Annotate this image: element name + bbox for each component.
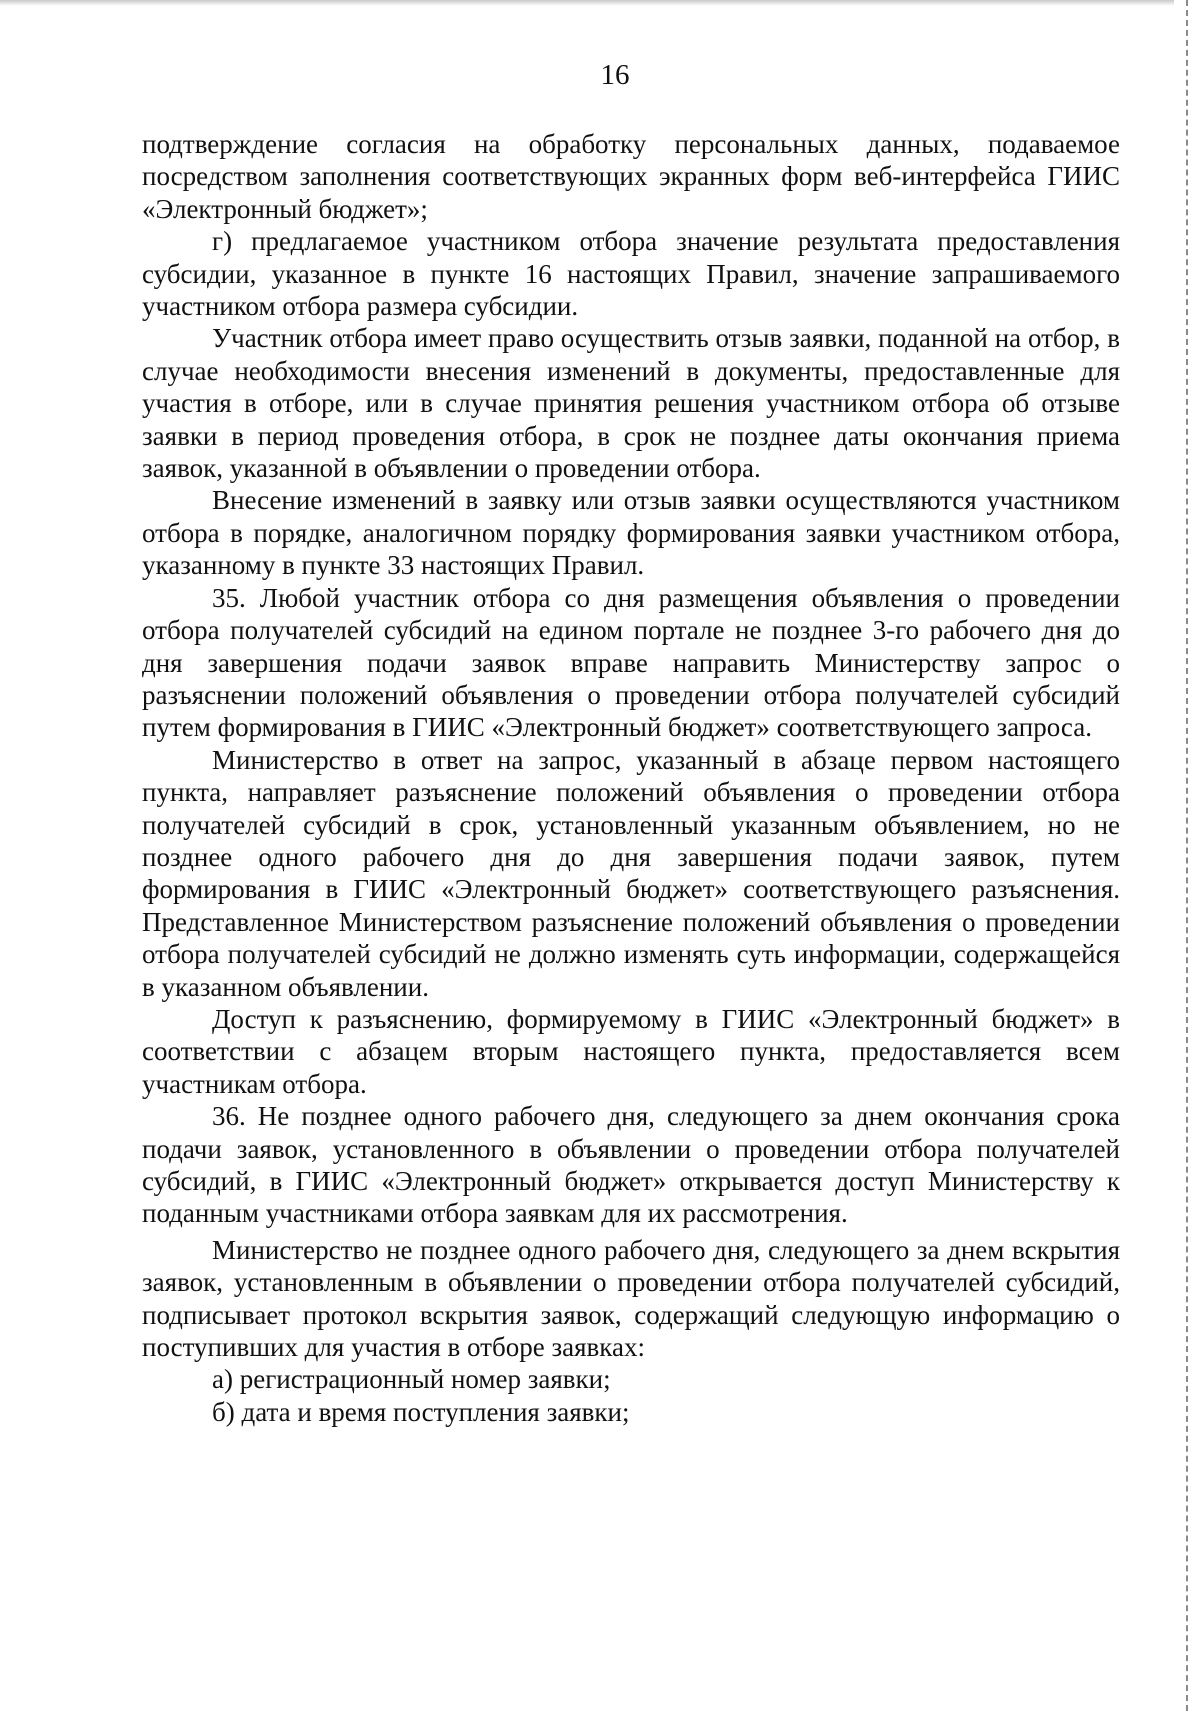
- paragraph-changes-procedure: Внесение изменений в заявку или отзыв заявки осуществляются участником отбора в порядке, аналогичном порядку формирования заявки участником отбора, указанному в пункте 33 настоящих Правил.: [142, 485, 1120, 581]
- paragraph-consent-continuation: подтверждение согласия на обработку персональных данных, подаваемое посредством заполнения соответствующих экранных форм веб-интерфейса ГИИС «Электронный бюджет»;: [142, 129, 1120, 224]
- paragraph-item-g: г) предлагаемое участником отбора значение результата предоставления субсидии, указанное в пункте 16 настоящих Правил, значение запрашиваемого участником отбора размера субсидии.: [142, 226, 1120, 322]
- paragraph-withdrawal-right: Участник отбора имеет право осуществить отзыв заявки, поданной на отбор, в случае необходимости внесения изменений в документы, предоставленные для участия в отборе, или в случае принятия решения участником отбора об отзыве заявки в период проведения отбора, в срок не позднее даты окончания приема заявок, указанной в объявлении о проведении отбора.: [142, 323, 1120, 484]
- paragraph-clause-35: 35. Любой участник отбора со дня размещения объявления о проведении отбора получателей субсидий на едином портале не позднее 3-го рабочего дня до дня завершения подачи заявок вправе направить Министерству запрос о разъяснении положений объявления о проведении отбора получателей субсидий путем формирования в ГИИС «Электронный бюджет» соответствующего запроса.: [142, 582, 1120, 743]
- paragraph-ministry-response: Министерство в ответ на запрос, указанный в абзаце первом настоящего пункта, направляет разъяснение положений объявления о проведении отбора получателей субсидий в срок, установленный указанным объявлением, но не позднее одного рабочего дня до дня завершения подачи заявок, путем формирования в ГИИС «Электронный бюджет» соответствующего разъяснения. Представленное Министерством разъяснение положений объявления о проведении отбора получателей субсидий не должно изменять суть информации, содержащейся в указанном объявлении.: [142, 744, 1120, 1002]
- paragraph-access-clarification: Доступ к разъяснению, формируемому в ГИИС «Электронный бюджет» в соответствии с абзацем вторым настоящего пункта, предоставляется всем участникам отбора.: [142, 1003, 1120, 1099]
- list-item-b: б) дата и время поступления заявки;: [212, 1396, 630, 1427]
- scan-edge-top: [0, 0, 1200, 6]
- page-number: 16: [600, 59, 630, 91]
- paragraph-clause-36: 36. Не позднее одного рабочего дня, следующего за днем окончания срока подачи заявок, установленного в объявлении о проведении отбора получателей субсидий, в ГИИС «Электронный бюджет» открывается доступ Министерству к поданным участниками отбора заявкам для их рассмотрения.: [142, 1101, 1120, 1229]
- document-body: [142, 128, 1120, 1428]
- list-item-a: а) регистрационный номер заявки;: [212, 1364, 611, 1395]
- paragraph-opening-protocol: Министерство не позднее одного рабочего дня, следующего за днем вскрытия заявок, установленным в объявлении о проведении отбора получателей субсидий, подписывает протокол вскрытия заявок, содержащий следующую информацию о поступивших для участия в отборе заявках:: [142, 1234, 1120, 1363]
- scan-edge-right: [1174, 0, 1200, 1711]
